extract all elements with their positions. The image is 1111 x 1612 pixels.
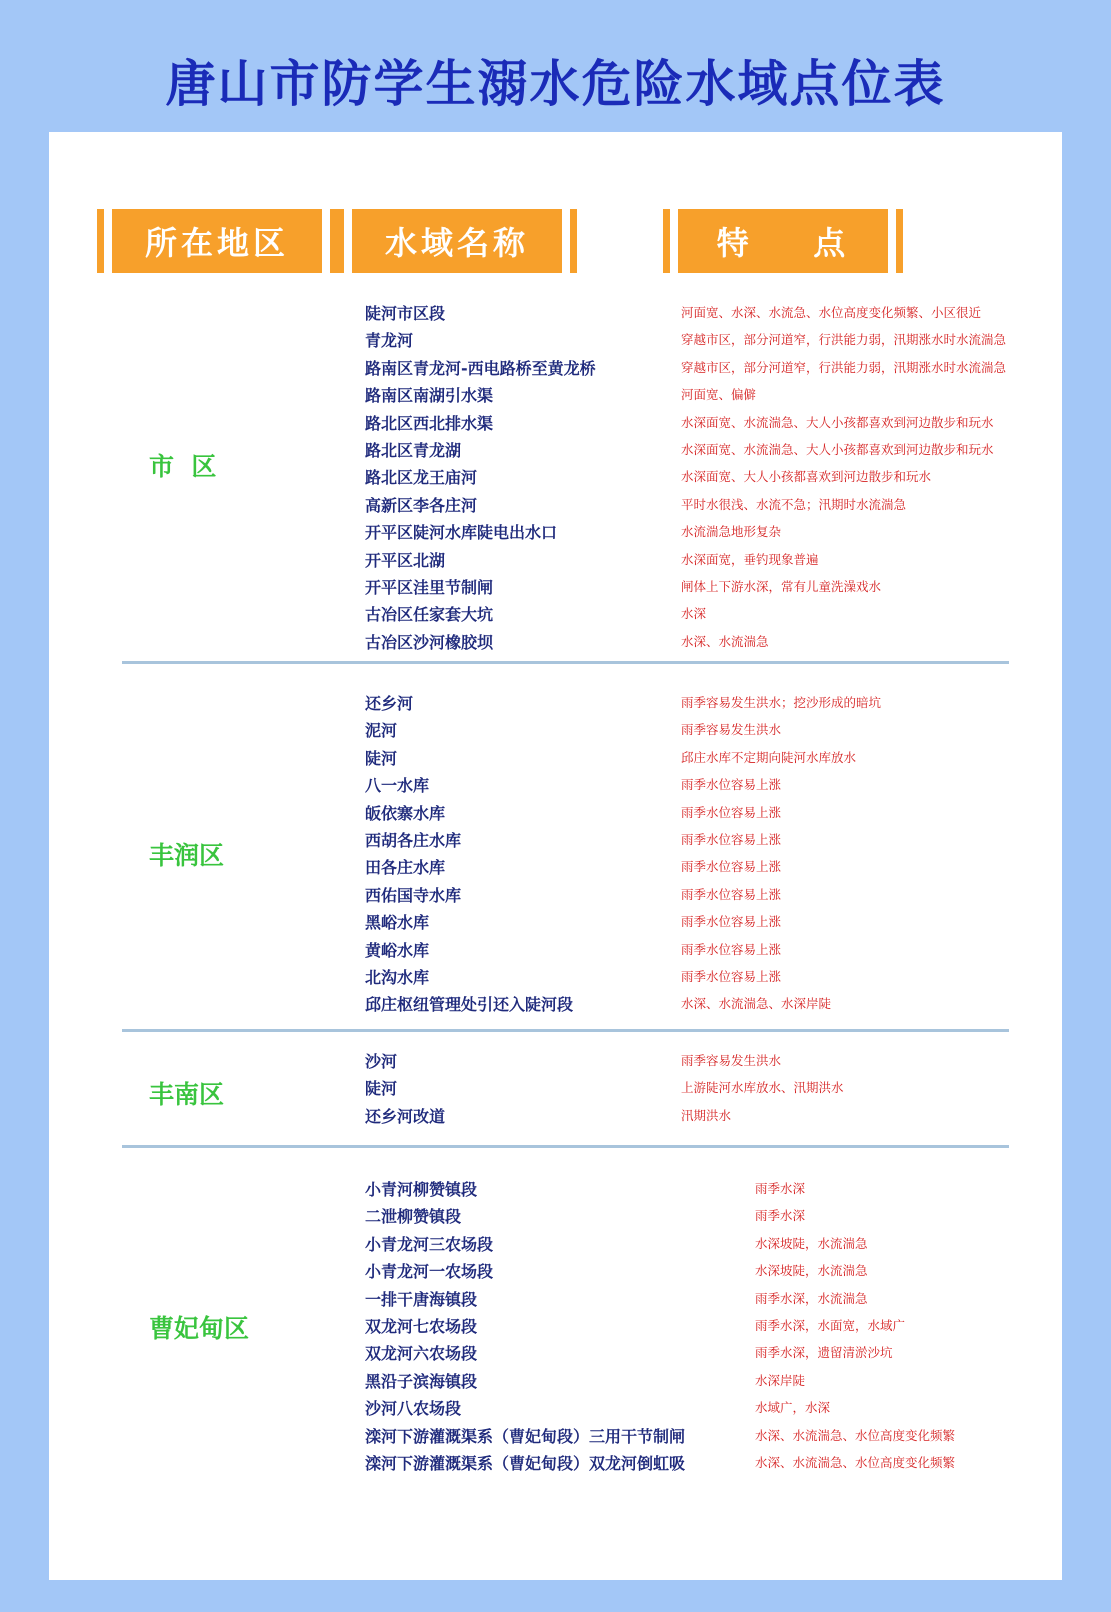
water-name: 路南区南湖引水渠 <box>365 386 494 406</box>
district-label: 丰南区 <box>149 1080 225 1109</box>
header-feature <box>678 209 888 273</box>
water-feature: 水深面宽、水流湍急、大人小孩都喜欢到河边散步和玩水 <box>681 441 994 457</box>
water-name: 西佑国寺水库 <box>365 885 462 905</box>
water-feature: 雨季水深，遗留清淤沙坑 <box>755 1345 893 1361</box>
district-label: 市 区 <box>149 452 217 481</box>
header-feature-label: 特 点 <box>716 224 850 262</box>
water-feature: 水域广，水深 <box>755 1400 831 1416</box>
water-feature: 水深岸陡 <box>755 1372 806 1388</box>
water-feature: 水深 <box>681 606 707 622</box>
water-name: 皈依寨水库 <box>365 803 446 823</box>
water-feature: 水流湍急地形复杂 <box>681 524 782 540</box>
water-feature: 雨季水深，水流湍急 <box>755 1290 868 1306</box>
water-name: 陡河 <box>365 1079 398 1099</box>
water-name: 开平区洼里节制闸 <box>365 577 494 597</box>
water-name: 小青河柳赞镇段 <box>365 1180 478 1199</box>
water-feature: 水深、水流湍急、水深岸陡 <box>681 996 832 1012</box>
water-feature: 雨季水位容易上涨 <box>681 831 782 847</box>
header-region <box>112 209 322 273</box>
water-feature: 邱庄水库不定期向陡河水库放水 <box>681 749 857 765</box>
water-name: 高新区李各庄河 <box>365 495 478 515</box>
water-feature: 雨季容易发生洪水 <box>681 722 782 738</box>
water-name: 青龙河 <box>365 331 414 351</box>
water-name: 黑沿子滨海镇段 <box>365 1371 478 1391</box>
water-feature: 水深、水流湍急 <box>681 633 769 649</box>
water-feature: 雨季水深 <box>755 1208 806 1224</box>
section-divider <box>122 661 1009 664</box>
water-feature: 雨季水位容易上涨 <box>681 859 782 875</box>
water-name: 双龙河七农场段 <box>365 1316 478 1336</box>
water-feature: 汛期洪水 <box>681 1107 732 1123</box>
water-name: 小青龙河一农场段 <box>365 1262 494 1282</box>
water-name: 古冶区沙河橡胶坝 <box>365 632 494 652</box>
water-name: 北沟水库 <box>365 967 430 987</box>
water-feature: 雨季水位容易上涨 <box>681 914 782 930</box>
water-feature: 水深面宽，垂钓现象普遍 <box>681 551 819 567</box>
water-feature: 雨季水位容易上涨 <box>681 941 782 957</box>
water-name: 邱庄枢纽管理处引还入陡河段 <box>365 995 574 1015</box>
water-name: 西胡各庄水库 <box>365 830 462 850</box>
water-feature: 水深坡陡，水流湍急 <box>755 1235 868 1251</box>
water-feature: 穿越市区，部分河道窄，行洪能力弱，汛期涨水时水流湍急 <box>681 359 1007 375</box>
water-feature: 水深、水流湍急、水位高度变化频繁 <box>755 1427 956 1443</box>
water-name: 路北区西北排水渠 <box>365 413 494 433</box>
water-feature: 雨季容易发生洪水 <box>681 1053 782 1068</box>
water-name: 开平区北湖 <box>365 550 446 570</box>
header-water-name <box>352 209 562 273</box>
water-name: 陡河市区段 <box>365 304 446 323</box>
header-water-name-label: 水域名称 <box>384 224 529 262</box>
water-feature: 平时水很浅、水流不急；汛期时水流湍急 <box>681 496 907 512</box>
water-feature: 水深、水流湍急、水位高度变化频繁 <box>755 1454 956 1470</box>
water-feature: 水深面宽、水流湍急、大人小孩都喜欢到河边散步和玩水 <box>681 414 994 430</box>
water-feature: 河面宽、水深、水流急、水位高度变化频繁、小区很近 <box>681 305 982 320</box>
water-name: 八一水库 <box>365 776 430 796</box>
water-name: 二泄柳赞镇段 <box>365 1207 462 1227</box>
water-name: 泥河 <box>365 721 398 741</box>
water-name: 路南区青龙河-西电路桥至黄龙桥 <box>365 358 596 378</box>
water-name: 田各庄水库 <box>365 858 446 878</box>
water-feature: 水深坡陡，水流湍急 <box>755 1263 868 1279</box>
water-feature: 河面宽、偏僻 <box>681 387 757 403</box>
water-name: 沙河八农场段 <box>365 1399 462 1419</box>
district-label: 丰润区 <box>149 841 225 870</box>
table-panel <box>49 132 1062 1580</box>
water-name: 黑峪水库 <box>365 913 430 933</box>
water-name: 古冶区任家套大坑 <box>365 605 494 625</box>
water-feature: 雨季水位容易上涨 <box>681 886 782 902</box>
water-feature: 上游陡河水库放水、汛期洪水 <box>681 1080 844 1096</box>
water-feature: 雨季水深 <box>755 1181 806 1196</box>
water-name: 滦河下游灌溉渠系（曹妃甸段）三用干节制闸 <box>365 1426 686 1446</box>
water-feature: 水深面宽、大人小孩都喜欢到河边散步和玩水 <box>681 469 932 485</box>
water-name: 一排干唐海镇段 <box>365 1289 478 1309</box>
water-name: 小青龙河三农场段 <box>365 1234 494 1254</box>
water-name: 黄峪水库 <box>365 940 430 960</box>
water-feature: 闸体上下游水深，常有儿童洗澡戏水 <box>681 578 882 594</box>
water-name: 还乡河改道 <box>365 1106 446 1126</box>
page-title: 唐山市防学生溺水危险水域点位表 <box>165 55 946 113</box>
water-feature: 穿越市区，部分河道窄，行洪能力弱，汛期涨水时水流湍急 <box>681 332 1007 348</box>
water-name: 沙河 <box>365 1052 398 1071</box>
section-divider <box>122 1029 1009 1032</box>
water-feature: 雨季水位容易上涨 <box>681 968 782 984</box>
water-feature: 雨季水位容易上涨 <box>681 777 782 793</box>
water-name: 滦河下游灌溉渠系（曹妃甸段）双龙河倒虹吸 <box>365 1453 686 1473</box>
water-feature: 雨季容易发生洪水；挖沙形成的暗坑 <box>681 695 882 710</box>
water-name: 路北区青龙湖 <box>365 440 462 460</box>
section-divider <box>122 1145 1009 1148</box>
water-name: 开平区陡河水库陡电出水口 <box>365 523 558 543</box>
water-name: 双龙河六农场段 <box>365 1344 478 1364</box>
water-feature: 雨季水位容易上涨 <box>681 804 782 820</box>
district-label: 曹妃甸区 <box>149 1314 250 1343</box>
water-name: 陡河 <box>365 748 398 768</box>
water-name: 还乡河 <box>365 694 414 713</box>
header-region-label: 所在地区 <box>144 224 289 262</box>
water-feature: 雨季水深，水面宽，水域广 <box>755 1317 906 1333</box>
water-name: 路北区龙王庙河 <box>365 468 478 488</box>
